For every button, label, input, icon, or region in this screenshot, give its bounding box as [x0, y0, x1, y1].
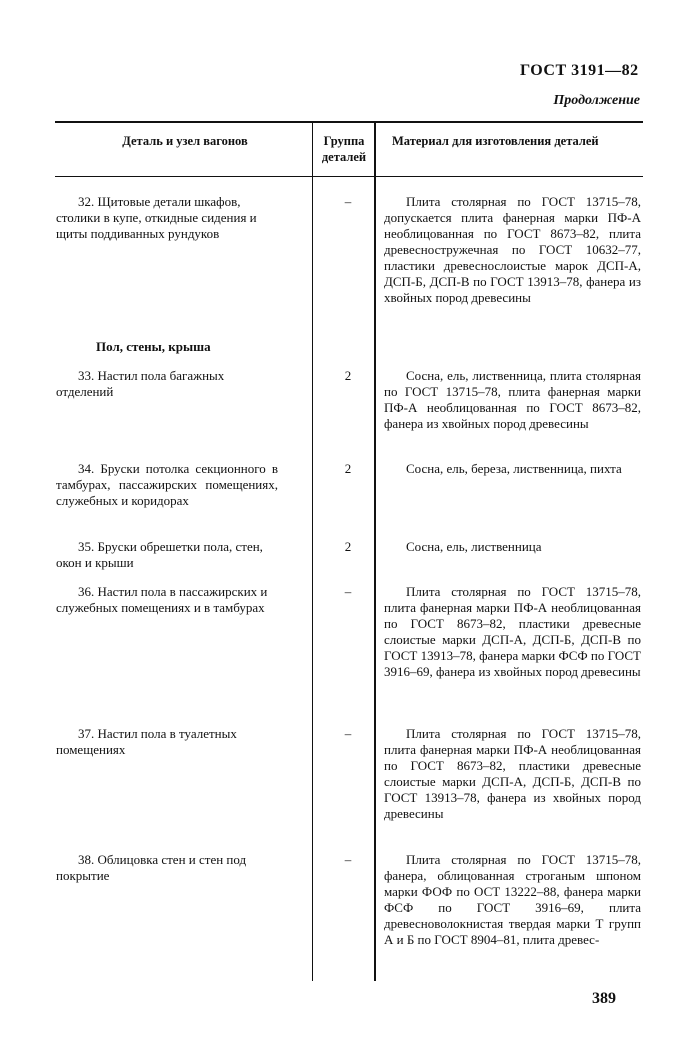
- table-row-material: Плита столярная по ГОСТ 13715–78, плита фанерная марки ПФ-А необлицованная по ГОСТ 8673–82, пластики древесные слоистые марки ДСП-А, ДСП-Б, ДСП-В по ГОСТ 13913–78, фанера марки ФСФ по ГОСТ 3916–69, фанера из хвойных пород древесины: [384, 584, 641, 679]
- table-row-part: 33. Настил пола багажных отделений: [56, 368, 225, 399]
- table-row-group: –: [344, 584, 352, 599]
- table-row-group: 2: [344, 539, 352, 554]
- continuation-label: Продолжение: [553, 93, 640, 108]
- table-row-part: 38. Облицовка стен и стен под покрытие: [56, 852, 247, 883]
- table-row-group: –: [344, 852, 352, 867]
- section-title: Пол, стены, крыша: [96, 339, 211, 354]
- table-row-group: 2: [344, 368, 352, 383]
- table-row-part: 37. Настил пола в туалетных помещениях: [56, 726, 237, 757]
- table-row-part: 36. Настил пола в пассажирских и служебных помещениях и в тамбурах: [56, 584, 268, 615]
- column-header-group: Группа деталей: [321, 134, 367, 164]
- table-row-group: –: [344, 194, 352, 209]
- column-divider-1: [312, 121, 313, 981]
- table-row-group: –: [344, 726, 352, 741]
- table-row-part: 32. Щитовые детали шкафов, столики в купе, откидные сидения и щиты поддиванных рундуков: [56, 194, 257, 241]
- table-row-material: Сосна, ель, лиственница, плита столярная по ГОСТ 13715–78, плита фанерная марки ПФ-А необлицованная по ГОСТ 8673–82, фанера из хвойных пород древесины: [384, 368, 641, 431]
- table-row-material: Сосна, ель, лиственница: [406, 539, 542, 554]
- page-number: 389: [592, 990, 616, 1007]
- column-header-part: Деталь и узел вагонов: [122, 134, 248, 148]
- table-row-material: Плита столярная по ГОСТ 13715–78, плита фанерная марки ПФ-А необлицованная по ГОСТ 8673–82, пластики древесные слоистые марки ДСП-А, ДСП-Б, ДСП-В по ГОСТ 13913–78, фанера из хвойных пород древесины: [384, 726, 641, 821]
- column-header-material: Материал для изготовления деталей: [392, 134, 599, 148]
- table-row-part: 35. Бруски обрешетки пола, стен, окон и крыши: [56, 539, 263, 570]
- table-top-rule: [55, 121, 643, 123]
- table-row-group: 2: [344, 461, 352, 476]
- table-row-material: Сосна, ель, береза, лиственница, пихта: [406, 461, 622, 476]
- standard-number: ГОСТ 3191—82: [520, 62, 639, 79]
- table-row-material: Плита столярная по ГОСТ 13715–78, допускается плита фанерная марки ПФ-А необлицованная по ГОСТ 8673–82, плита древесностружечная по ГОСТ 10632–77, пластики древеснослоистые марок ДСП-А, ДСП-Б, ДСП-В по ГОСТ 13913–78, фанера из хвойных пород древесины: [384, 194, 641, 305]
- table-row-material: Плита столярная по ГОСТ 13715–78, фанера, облицованная строганым шпоном марки ФОФ по ОСТ 13222–88, фанера марки ФСФ по ГОСТ 3916–69, плита древесноволокнистая твердая марки Т групп А и Б по ГОСТ 8904–81, плита древес-: [384, 852, 641, 947]
- table-header-rule: [55, 176, 643, 177]
- table-row-part: 34. Бруски потолка секционного в тамбурах, пассажирских помещениях, служебных и коридорах: [56, 461, 278, 508]
